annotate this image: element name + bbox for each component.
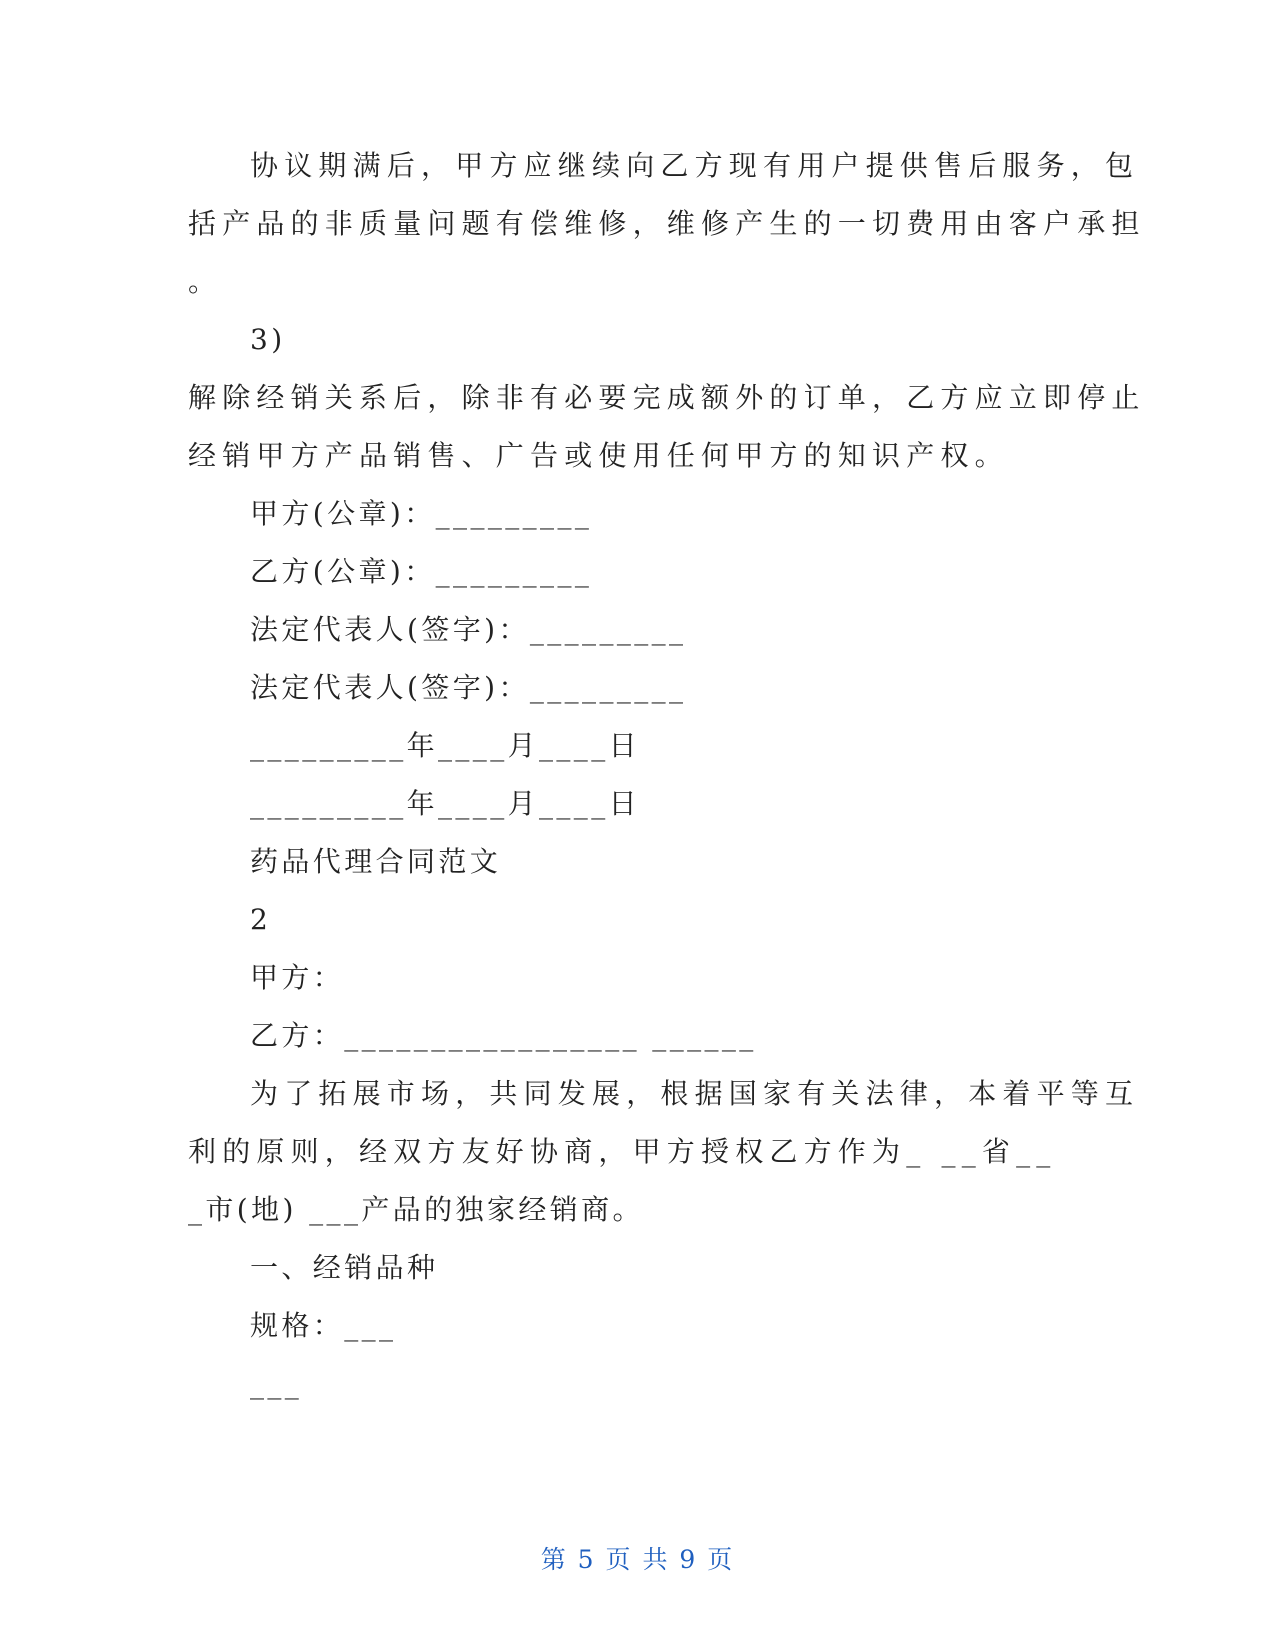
clause-heading: 一、经销品种 (250, 1251, 439, 1284)
blank-line: ___ (250, 1367, 303, 1400)
paragraph-line: 解除经销关系后，除非有必要完成额外的订单，乙方应立即停止 (188, 381, 1146, 414)
date-line: _________年____月____日 (250, 787, 641, 820)
section-title: 药品代理合同范文 (250, 845, 502, 878)
section-number: 2 (250, 903, 272, 936)
paragraph-line: 为了拓展市场，共同发展，根据国家有关法律，本着平等互 (250, 1077, 1140, 1110)
paragraph-line: 。 (188, 265, 220, 298)
page-number-footer: 第 5 页 共 9 页 (540, 1545, 735, 1574)
date-line: _________年____月____日 (250, 729, 641, 762)
signature-party-a: 甲方(公章)：_________ (250, 497, 593, 530)
paragraph-line: _市(地) ___产品的独家经销商。 (188, 1193, 644, 1226)
paragraph-line: 协议期满后，甲方应继续向乙方现有用户提供售后服务，包 (250, 149, 1140, 182)
party-b-field: 乙方：_________________ ______ (250, 1019, 757, 1052)
party-a-field: 甲方： (250, 961, 345, 994)
paragraph-line: 经销甲方产品销售、广告或使用任何甲方的知识产权。 (188, 439, 1009, 472)
legal-representative-signature: 法定代表人(签字)：_________ (250, 613, 687, 646)
paragraph-line: 利的原则，经双方友好协商，甲方授权乙方作为_ __省__ (188, 1135, 1057, 1168)
list-number: 3) (250, 323, 286, 356)
spec-field: 规格：___ (250, 1309, 397, 1342)
paragraph-line: 括产品的非质量问题有偿维修，维修产生的一切费用由客户承担 (188, 207, 1146, 240)
legal-representative-signature: 法定代表人(签字)：_________ (250, 671, 687, 704)
signature-party-b: 乙方(公章)：_________ (250, 555, 593, 588)
